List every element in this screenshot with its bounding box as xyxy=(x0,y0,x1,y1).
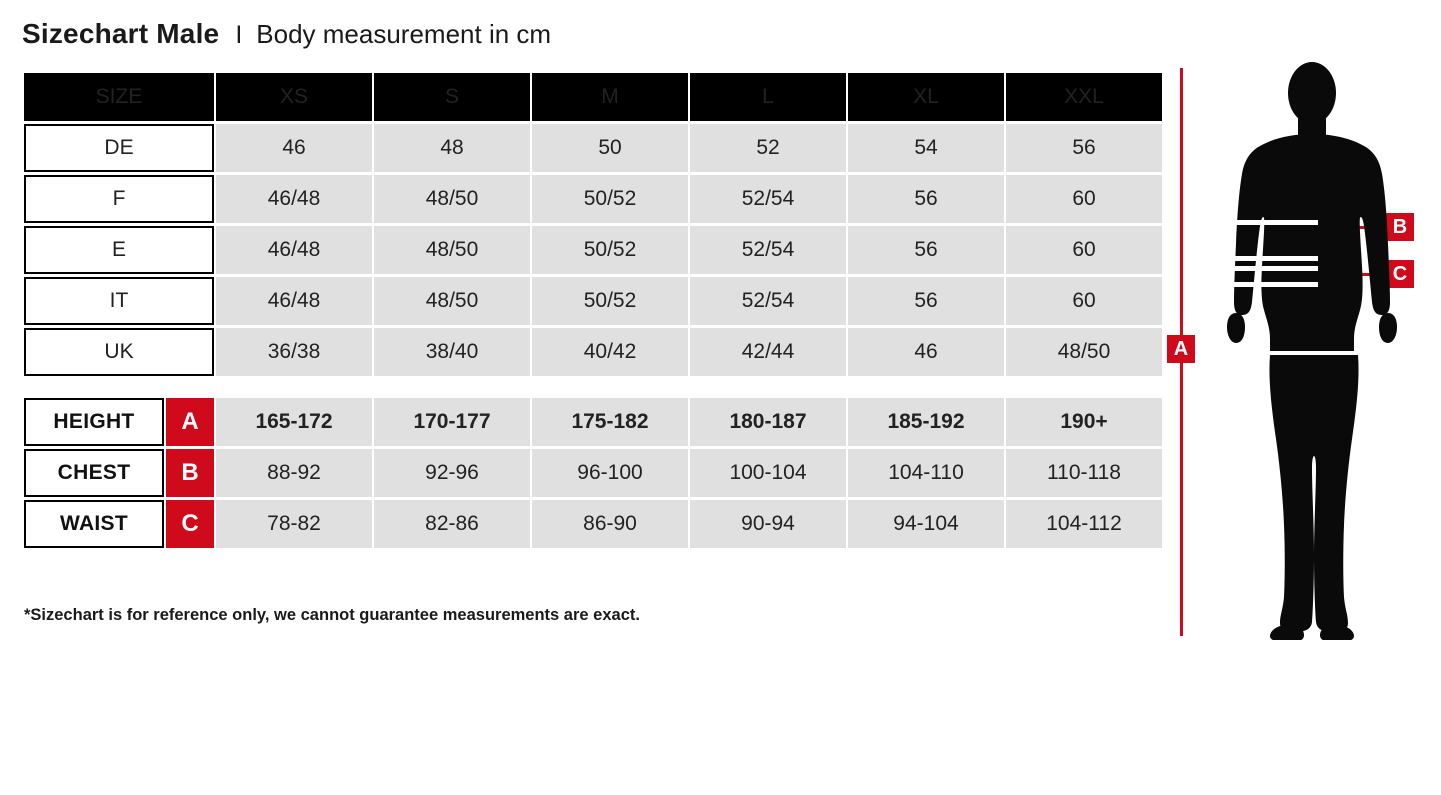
cell-it-s: 48/50 xyxy=(374,277,530,325)
cell-height-l: 180-187 xyxy=(690,398,846,446)
figure-marker-b: B xyxy=(1386,213,1414,241)
cell-it-xs: 46/48 xyxy=(216,277,372,325)
cell-uk-xxl: 48/50 xyxy=(1006,328,1162,376)
table-row xyxy=(24,124,1162,172)
cell-f-xl: 56 xyxy=(848,175,1004,223)
row-label-waist xyxy=(24,500,214,548)
measurement-marker-c: C xyxy=(166,500,214,548)
footnote: *Sizechart is for reference only, we cannot guarantee measurements are exact. xyxy=(24,606,640,624)
table-row xyxy=(24,328,1162,376)
page-title xyxy=(22,18,551,50)
table-row xyxy=(24,277,1162,325)
cell-f-xs: 46/48 xyxy=(216,175,372,223)
cell-de-xs: 46 xyxy=(216,124,372,172)
table-spacer-cell xyxy=(24,379,1162,395)
measurement-label-waist: WAIST xyxy=(24,500,164,548)
cell-f-m: 50/52 xyxy=(532,175,688,223)
waist-band-bottom xyxy=(1222,282,1318,287)
cell-chest-xxl: 110-118 xyxy=(1006,449,1162,497)
measurement-label-height: HEIGHT xyxy=(24,398,164,446)
row-label-de: DE xyxy=(24,124,214,172)
title-main: Sizechart Male xyxy=(22,18,220,49)
cell-uk-xs: 36/38 xyxy=(216,328,372,376)
cell-waist-l: 90-94 xyxy=(690,500,846,548)
cell-chest-xs: 88-92 xyxy=(216,449,372,497)
cell-waist-xs: 78-82 xyxy=(216,500,372,548)
title-separator: I xyxy=(235,21,243,49)
cell-height-xl: 185-192 xyxy=(848,398,1004,446)
male-silhouette-icon xyxy=(1212,60,1412,640)
cell-uk-s: 38/40 xyxy=(374,328,530,376)
cell-waist-xxl: 104-112 xyxy=(1006,500,1162,548)
table-row xyxy=(24,398,1162,446)
cell-height-s: 170-177 xyxy=(374,398,530,446)
table-row xyxy=(24,449,1162,497)
column-header-s: S xyxy=(374,73,530,121)
column-header-xl: XL xyxy=(848,73,1004,121)
chest-band-bottom xyxy=(1222,256,1318,261)
cell-f-xxl: 60 xyxy=(1006,175,1162,223)
table-row xyxy=(24,226,1162,274)
cell-chest-s: 92-96 xyxy=(374,449,530,497)
cell-waist-s: 82-86 xyxy=(374,500,530,548)
sizechart-table xyxy=(22,70,1164,551)
column-header-xs: XS xyxy=(216,73,372,121)
cell-de-xxl: 56 xyxy=(1006,124,1162,172)
cell-it-m: 50/52 xyxy=(532,277,688,325)
column-header-m: M xyxy=(532,73,688,121)
table-row xyxy=(24,500,1162,548)
cell-e-l: 52/54 xyxy=(690,226,846,274)
column-header-l: L xyxy=(690,73,846,121)
row-label-chest xyxy=(24,449,214,497)
figure-marker-c: C xyxy=(1386,260,1414,288)
measurement-marker-a: A xyxy=(166,398,214,446)
title-subtitle: Body measurement in cm xyxy=(256,19,552,49)
cell-it-xl: 56 xyxy=(848,277,1004,325)
table-spacer-row xyxy=(24,379,1162,395)
column-header-xxl: XXL xyxy=(1006,73,1162,121)
cell-e-m: 50/52 xyxy=(532,226,688,274)
figure-marker-a: A xyxy=(1167,335,1195,363)
row-label-e: E xyxy=(24,226,214,274)
row-label-f: F xyxy=(24,175,214,223)
cell-de-l: 52 xyxy=(690,124,846,172)
table-header-row xyxy=(24,73,1162,121)
cell-e-s: 48/50 xyxy=(374,226,530,274)
chest-band-top xyxy=(1222,220,1318,225)
measurement-label-chest: CHEST xyxy=(24,449,164,497)
measurement-marker-b: B xyxy=(166,449,214,497)
cell-chest-m: 96-100 xyxy=(532,449,688,497)
cell-f-s: 48/50 xyxy=(374,175,530,223)
cell-chest-l: 100-104 xyxy=(690,449,846,497)
cell-de-s: 48 xyxy=(374,124,530,172)
table-row xyxy=(24,175,1162,223)
waist-band-top xyxy=(1222,266,1318,271)
body-figure xyxy=(1160,60,1430,640)
cell-waist-m: 86-90 xyxy=(532,500,688,548)
cell-uk-m: 40/42 xyxy=(532,328,688,376)
cell-waist-xl: 94-104 xyxy=(848,500,1004,548)
cell-height-xxl: 190+ xyxy=(1006,398,1162,446)
cell-it-xxl: 60 xyxy=(1006,277,1162,325)
column-header-size: SIZE xyxy=(24,73,214,121)
cell-e-xs: 46/48 xyxy=(216,226,372,274)
cell-de-m: 50 xyxy=(532,124,688,172)
cell-de-xl: 54 xyxy=(848,124,1004,172)
row-label-height xyxy=(24,398,214,446)
cell-height-xs: 165-172 xyxy=(216,398,372,446)
cell-uk-l: 42/44 xyxy=(690,328,846,376)
cell-chest-xl: 104-110 xyxy=(848,449,1004,497)
sizechart-table-wrapper xyxy=(22,70,1156,551)
cell-height-m: 175-182 xyxy=(532,398,688,446)
cell-e-xxl: 60 xyxy=(1006,226,1162,274)
row-label-it: IT xyxy=(24,277,214,325)
cell-f-l: 52/54 xyxy=(690,175,846,223)
row-label-uk: UK xyxy=(24,328,214,376)
cell-uk-xl: 46 xyxy=(848,328,1004,376)
cell-it-l: 52/54 xyxy=(690,277,846,325)
cell-e-xl: 56 xyxy=(848,226,1004,274)
